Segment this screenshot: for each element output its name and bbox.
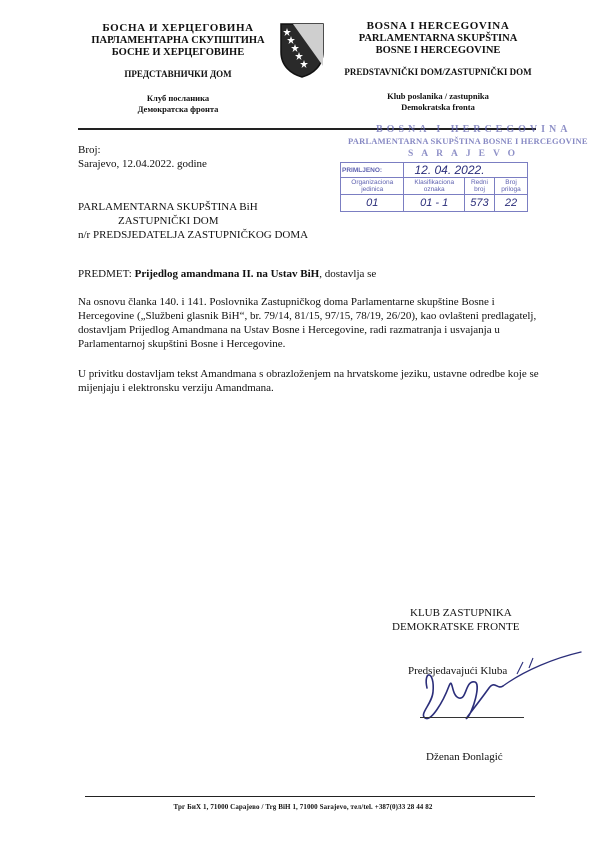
subject-title: Prijedlog amandmana II. na Ustav BiH xyxy=(134,268,320,280)
stamp-value-prilog: 22 xyxy=(495,195,528,212)
header-right-dept: PREDSTAVNIČKI DOM/ZASTUPNIČKI DOM xyxy=(344,66,532,77)
header-left-line1: БОСНА И ХЕРЦЕГОВИНА xyxy=(102,22,254,34)
header-left-cyrillic xyxy=(80,22,276,115)
stamp-primljeno-label: PRIMLJENO: xyxy=(341,163,404,178)
stamp-line1: BOSNA I HERCEGOVINA xyxy=(376,124,572,135)
stamp-value-klas: 01 - 1 xyxy=(404,195,464,212)
signature-club1: KLUB ZASTUPNIKA xyxy=(410,607,512,619)
header-left-dept: ПРЕДСТАВНИЧКИ ДОМ xyxy=(124,68,232,79)
stamp-value-org: 01 xyxy=(341,195,404,212)
subject-label: PREDMET: xyxy=(78,268,135,280)
body-paragraph-2: U privitku dostavljam tekst Amandmana s obrazloženjem na hrvatskome jeziku, ustavne odredbe koje se mijenjaju i elektronsku verziju Amandmana. xyxy=(78,368,539,394)
stamp-col-prilog: Broj priloga xyxy=(495,178,528,195)
header-left-line2: ПАРЛАМЕНТАРНА СКУПШТИНА xyxy=(91,34,265,46)
signature-club2: DEMOKRATSKE FRONTE xyxy=(392,621,520,633)
stamp-primljeno-value: 12. 04. 2022. xyxy=(404,163,528,178)
signature-line xyxy=(420,717,524,718)
recipient-line3: n/r PREDSJEDATELJA ZASTUPNIČKOG DOMA xyxy=(78,229,309,241)
bih-coat-of-arms-icon xyxy=(279,22,325,78)
footer-address: Трг БиХ 1, 71000 Сарајево / Trg BiH 1, 71000 Sarajevo, тел/tel. +387(0)33 28 44 82 xyxy=(173,803,433,811)
recipient-line1: PARLAMENTARNA SKUPŠTINA BiH xyxy=(78,201,258,213)
signature-role: Predsjedavajući Kluba xyxy=(408,665,508,677)
stamp-col-klas: Klasifikaciona oznaka xyxy=(404,178,464,195)
place-date: Sarajevo, 12.04.2022. godine xyxy=(78,158,207,170)
body-paragraph-1: Na osnovu članka 140. i 141. Poslovnika Zastupničkog doma Parlamentarne skupštine Bosne i Hercegovine („Službeni glasnik BiH“, br. 79/14, 81/15, 97/15, 78/19, 26/20), kao ovlašteni predlagatelj, dostavljam Prijedlog Amandmana na Ustav Bosne i Hercegovine, radi razmatranja i usvajanja u Parlamentarnoj skupštini Bosne i Hercegovine. xyxy=(78,296,537,350)
header-right-line1: BOSNA I HERCEGOVINA xyxy=(366,20,510,32)
stamp-value-klas-b: 1 xyxy=(442,197,449,209)
header-right-club2: Demokratska fronta xyxy=(401,102,475,112)
subject-suffix: , dostavlja se xyxy=(319,268,377,280)
header-right-line2: PARLAMENTARNA SKUPŠTINA xyxy=(358,32,518,44)
header-left-club1: Клуб посланика xyxy=(146,93,210,103)
stamp-col-redni: Redni broj xyxy=(464,178,494,195)
stamp-value-klas-a: 01 xyxy=(420,197,433,209)
stamp-value-redni: 573 xyxy=(464,195,494,212)
header-right-line3: BOSNE I HERCEGOVINE xyxy=(375,45,501,56)
stamp-line3: SARAJEVO xyxy=(408,149,524,159)
header-right-latin xyxy=(330,20,546,113)
broj-label: Broj: xyxy=(78,144,101,156)
registry-stamp xyxy=(340,124,588,210)
recipient-line2: ZASTUPNIČKI DOM xyxy=(118,215,219,227)
stamp-line2: PARLAMENTARNA SKUPŠTINA BOSNE I HERCEGOVINE xyxy=(348,136,588,146)
stamp-table xyxy=(340,162,528,212)
subject-line xyxy=(78,267,376,281)
handwritten-signature xyxy=(405,640,590,725)
header-right-club1: Klub poslanika / zastupnika xyxy=(387,91,489,101)
signature-name: Dženan Đonlagić xyxy=(426,751,503,763)
header-left-club2: Демократска фронта xyxy=(137,104,219,114)
header-left-line3: БОСНЕ И ХЕРЦЕГОВИНЕ xyxy=(111,47,245,58)
stamp-col-org: Organizaciona jedinica xyxy=(341,178,404,195)
footer-divider xyxy=(85,796,535,797)
